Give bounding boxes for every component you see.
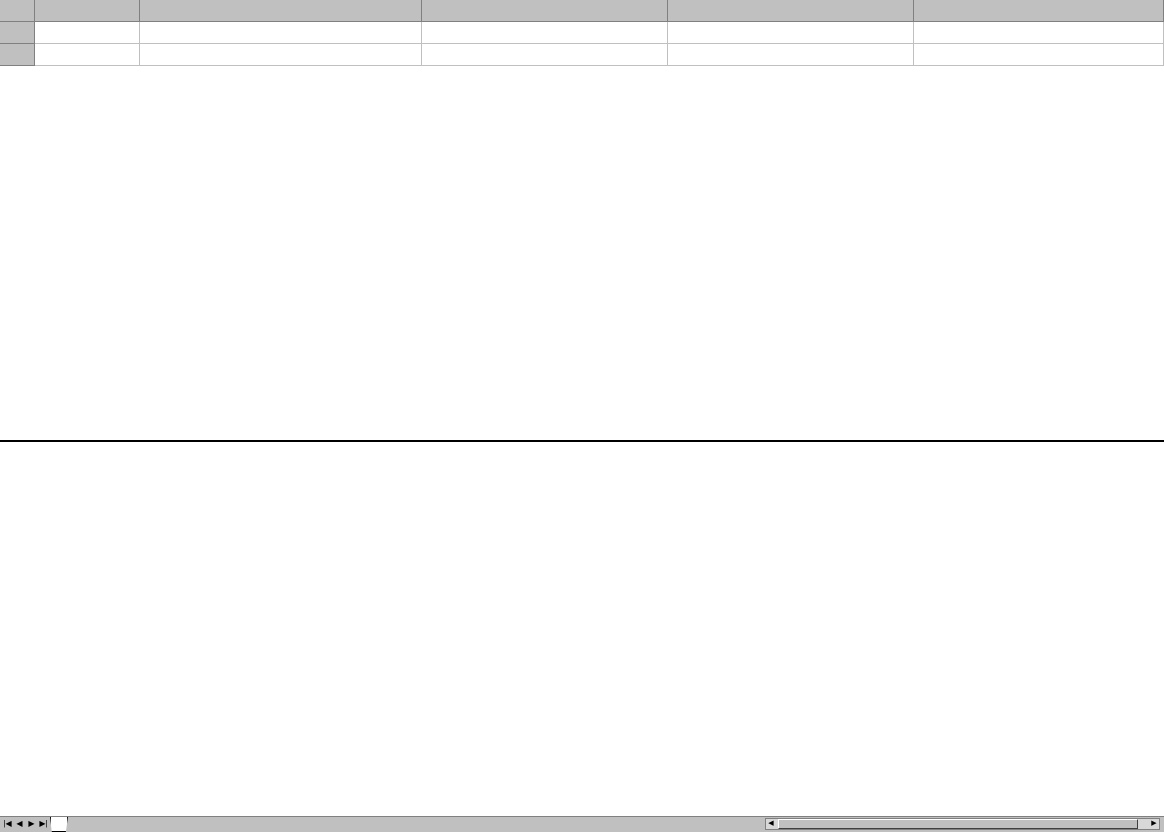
header-action[interactable] — [140, 44, 422, 66]
first-sheet-icon[interactable]: |◀ — [3, 819, 12, 828]
sheet-tab-bar — [0, 816, 1164, 832]
cell[interactable] — [914, 22, 1164, 44]
horizontal-scrollbar[interactable] — [765, 818, 1160, 830]
bp-number-label[interactable] — [35, 22, 140, 44]
cell[interactable] — [668, 22, 914, 44]
row-header-1[interactable] — [0, 22, 35, 44]
cell[interactable] — [422, 22, 668, 44]
header-position[interactable] — [422, 44, 668, 66]
last-sheet-icon[interactable]: ▶| — [39, 819, 48, 828]
column-header-d[interactable] — [668, 0, 914, 22]
row-header-2[interactable] — [0, 44, 35, 66]
select-all-corner[interactable] — [0, 0, 35, 22]
scroll-left-icon[interactable]: ◀ — [768, 820, 774, 827]
column-header-e[interactable] — [914, 0, 1164, 22]
header-equipment[interactable] — [668, 44, 914, 66]
sheet-tab-bp[interactable] — [50, 817, 68, 832]
column-header-a[interactable] — [35, 0, 140, 22]
scrollbar-thumb[interactable] — [778, 819, 1138, 829]
frozen-split-line — [0, 440, 1164, 442]
prev-sheet-icon[interactable]: ◀ — [16, 819, 23, 828]
header-structural-unit[interactable] — [914, 44, 1164, 66]
next-sheet-icon[interactable]: ▶ — [28, 819, 35, 828]
bp-number-value[interactable] — [140, 22, 422, 44]
column-header-b[interactable] — [140, 0, 422, 22]
scroll-right-icon[interactable]: ▶ — [1151, 820, 1157, 827]
column-header-c[interactable] — [422, 0, 668, 22]
header-number[interactable] — [35, 44, 140, 66]
